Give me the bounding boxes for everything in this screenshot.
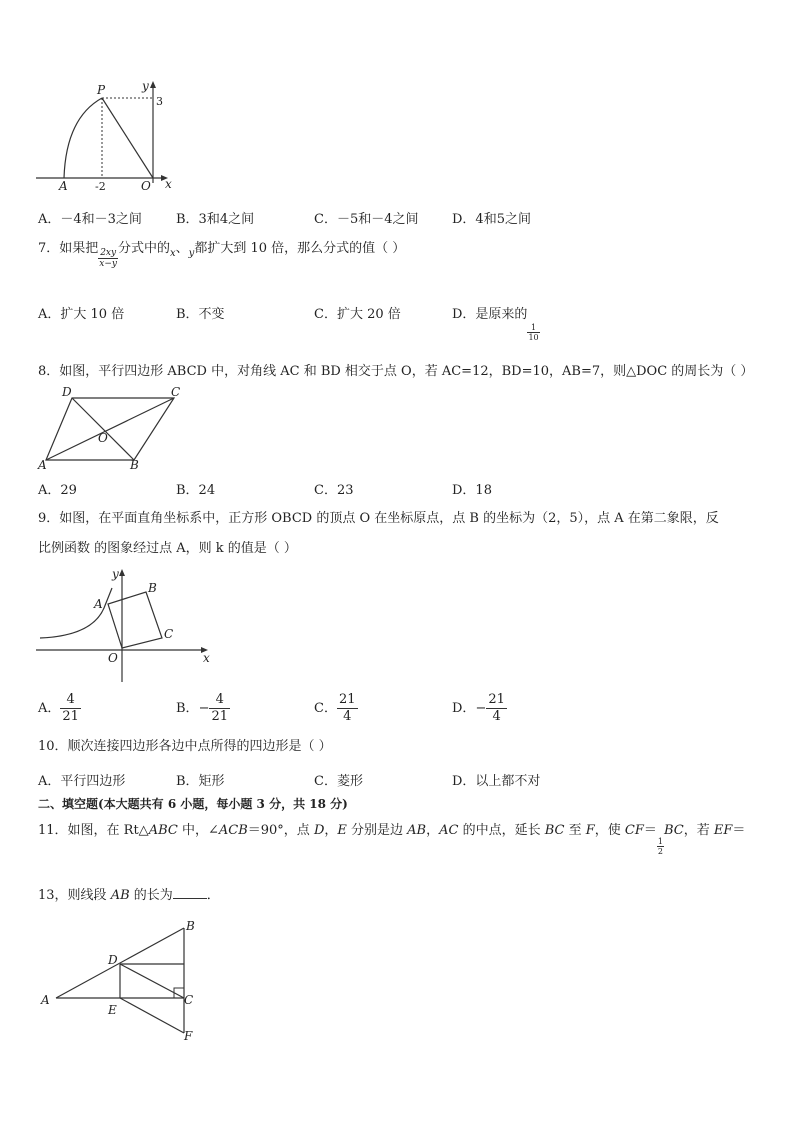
q7-d-frac-num: 1 <box>527 323 539 333</box>
label-x: x <box>203 651 210 665</box>
q10-option-b[interactable]: B．矩形 <box>176 774 225 789</box>
q11-part7: ，使 <box>594 823 625 838</box>
label-b: B <box>148 581 157 595</box>
label-x: x <box>165 177 172 191</box>
figure-q6-coordinate-arc <box>36 78 186 198</box>
q9-option-b-label: B． <box>176 701 199 716</box>
q7-prefix: 7．如果把 <box>38 241 99 256</box>
label-c: C <box>184 993 194 1007</box>
label-f: F <box>184 1029 193 1043</box>
q11-part3: ＝90°，点 <box>247 823 314 838</box>
label-b: B <box>130 458 139 472</box>
q7-d-frac-den: 10 <box>528 333 539 342</box>
q11-answer-blank[interactable] <box>173 886 207 899</box>
label-a: A <box>94 597 103 611</box>
section-fill-in-title: 二、填空题(本大题共有 6 小题，每小题 3 分，共 18 分) <box>38 797 348 811</box>
q7-frac-num: 2xy <box>100 248 117 258</box>
q7-frac-den: x−y <box>99 259 117 269</box>
q11-stem-line1 <box>38 823 745 856</box>
q11-period: ． <box>206 888 220 903</box>
q8-option-d[interactable]: D．18 <box>452 483 492 498</box>
diagonal-ac <box>46 398 174 460</box>
q8-option-a[interactable]: A．29 <box>38 483 77 498</box>
q11-e: E <box>337 823 347 838</box>
q11-ab2: AB <box>110 888 130 903</box>
label-y: y <box>112 567 119 581</box>
label-y: y <box>142 79 149 93</box>
q9-option-a-label: A． <box>38 701 61 716</box>
label-c: C <box>171 385 181 399</box>
q9-option-d[interactable] <box>452 692 507 725</box>
q8-option-c[interactable]: C．23 <box>314 483 354 498</box>
label-o: O <box>108 651 118 665</box>
q9-option-a[interactable] <box>38 692 81 725</box>
q11-stem-line2 <box>38 886 220 904</box>
diagonal-bd <box>72 398 134 460</box>
q9-option-c[interactable] <box>314 692 358 725</box>
segment-po <box>102 98 153 178</box>
q6-option-d[interactable]: D．4和5之间 <box>452 212 531 227</box>
label-d: D <box>108 953 118 967</box>
y-axis-arrow <box>119 569 125 576</box>
q11-bc: BC <box>544 823 565 838</box>
q9-option-d-label: D． <box>452 701 476 716</box>
label-p: P <box>97 83 106 97</box>
q11-d: D <box>313 823 325 838</box>
q9-option-d-fraction <box>486 692 507 725</box>
q11-ab: AB <box>407 823 427 838</box>
q7-option-b[interactable]: B．不变 <box>176 307 225 322</box>
q8-option-b[interactable]: B．24 <box>176 483 216 498</box>
q9-option-d-sign: − <box>475 701 487 716</box>
q9-option-c-label: C． <box>314 701 337 716</box>
figure-q8-parallelogram <box>34 384 194 474</box>
q11-abc: ABC <box>148 823 178 838</box>
q11-acb: ACB <box>218 823 248 838</box>
q7-suffix: 都扩大到 10 倍，那么分式的值（ ） <box>194 241 406 256</box>
q9-b-den: 21 <box>211 709 229 724</box>
q11-part4: 分别是边 <box>346 823 408 838</box>
figure-q11-triangle <box>38 918 208 1048</box>
q7-option-d-text: D．是原来的 <box>452 307 528 322</box>
q9-b-num: 4 <box>209 692 230 709</box>
q9-option-a-fraction <box>60 692 81 725</box>
q7-option-a[interactable]: A．扩大 10 倍 <box>38 307 125 322</box>
q11-part1: 11．如图，在 Rt△ <box>38 823 149 838</box>
label-d: D <box>62 385 72 399</box>
q8-stem: 8．如图，平行四边形 ABCD 中，对角线 AC 和 BD 相交于点 O，若 AC=12，BD=10，AB=7，则△DOC 的周长为（ ） <box>38 364 754 379</box>
q7-var-y: y <box>188 248 195 259</box>
q9-d-den: 4 <box>492 709 501 724</box>
q6-option-b[interactable]: B．3和4之间 <box>176 212 255 227</box>
q10-option-d[interactable]: D．以上都不对 <box>452 774 541 789</box>
q6-option-c[interactable]: C．－5和－4之间 <box>314 212 419 227</box>
q7-fraction <box>98 248 118 269</box>
label-e: E <box>108 1003 117 1017</box>
q11-line2-post: 的长为 <box>129 888 173 903</box>
q11-frac-num: 1 <box>657 837 663 846</box>
q7-mid: 分式中的 <box>117 241 170 256</box>
label-neg2: -2 <box>95 180 106 193</box>
q11-ef: EF <box>713 823 733 838</box>
q9-a-den: 21 <box>62 709 79 724</box>
q11-part6: 至 <box>564 823 586 838</box>
q10-option-a[interactable]: A．平行四边形 <box>38 774 126 789</box>
q9-stem-line2: 比例函数 的图象经过点 A，则 k 的值是（ ） <box>38 541 297 556</box>
q7-var-x: x <box>170 248 176 259</box>
arc-ap <box>64 98 102 178</box>
label-three: 3 <box>156 95 163 108</box>
q7-sep: 、 <box>175 241 189 256</box>
label-b: B <box>186 919 195 933</box>
q11-eq2: ＝ <box>732 823 746 838</box>
q9-stem-line1: 9．如图，在平面直角坐标系中，正方形 OBCD 的顶点 O 在坐标原点，点 B 的坐标为（2，5），点 A 在第二象限，反 <box>38 511 719 526</box>
label-o: O <box>141 179 151 193</box>
q9-c-num: 21 <box>338 692 356 707</box>
q7-option-d[interactable] <box>452 303 540 342</box>
label-a: A <box>59 179 68 193</box>
q11-fraction <box>657 837 664 856</box>
q6-option-a[interactable]: A．－4和－3之间 <box>38 212 142 227</box>
q11-bc2: BC <box>664 823 684 838</box>
q9-option-b-sign: − <box>198 701 210 716</box>
label-o: O <box>98 431 108 445</box>
q11-comma2: ， <box>426 823 440 838</box>
q11-cf: CF <box>624 823 644 838</box>
label-a: A <box>41 993 50 1007</box>
q9-option-b[interactable] <box>176 692 230 725</box>
q9-c-den: 4 <box>343 709 352 724</box>
q7-stem <box>38 241 405 269</box>
figure-q9-square-hyperbola <box>36 566 216 686</box>
square-oabc <box>108 592 162 648</box>
q11-f: F <box>585 823 595 838</box>
q7-option-d-fraction <box>527 323 539 342</box>
label-a: A <box>38 458 47 472</box>
q11-part8: ，若 <box>683 823 714 838</box>
q11-part5: 的中点，延长 <box>458 823 545 838</box>
q11-comma: ， <box>324 823 338 838</box>
q9-d-num: 21 <box>488 692 505 707</box>
label-c: C <box>164 627 174 641</box>
q10-stem: 10．顺次连接四边形各边中点所得的四边形是（ ） <box>38 739 332 754</box>
q11-ac: AC <box>439 823 459 838</box>
y-axis-arrow <box>150 81 156 88</box>
q11-line2-pre: 13，则线段 <box>38 888 111 903</box>
segment-ef <box>120 998 184 1033</box>
q10-option-c[interactable]: C．菱形 <box>314 774 363 789</box>
q9-option-c-fraction <box>337 692 358 725</box>
q11-frac-den: 2 <box>657 847 663 856</box>
q11-part2: 中，∠ <box>177 823 219 838</box>
q7-option-c[interactable]: C．扩大 20 倍 <box>314 307 401 322</box>
hyperbola-branch <box>40 588 112 638</box>
q9-option-b-fraction <box>209 692 230 725</box>
q11-eq: ＝ <box>643 823 657 838</box>
q9-a-num: 4 <box>60 692 81 709</box>
